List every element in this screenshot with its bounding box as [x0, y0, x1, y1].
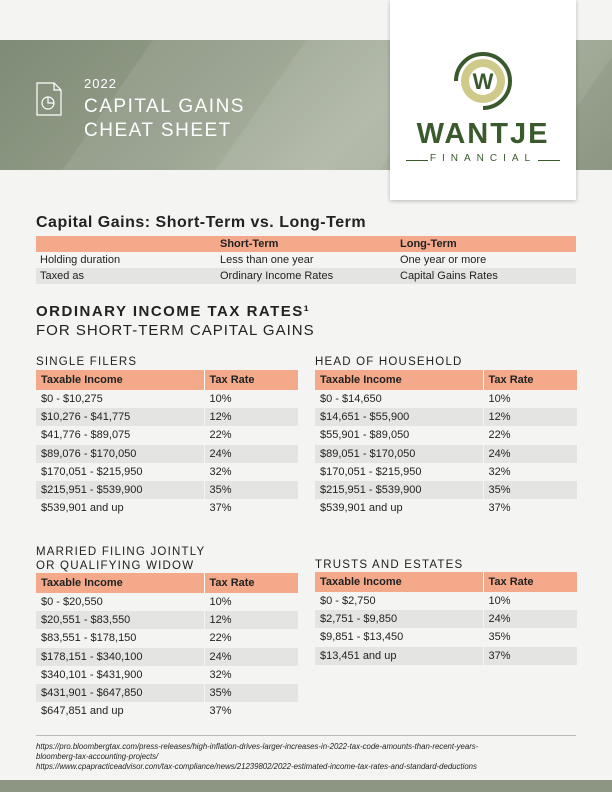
- table-row: [315, 445, 577, 463]
- taxable-income-cell: $539,901 and up: [41, 502, 124, 515]
- column-header: Taxable Income: [36, 370, 204, 390]
- section-title-single: SINGLE FILERS: [36, 356, 138, 368]
- column-header: Taxable Income: [315, 572, 483, 592]
- tax-rate-cell: 24%: [204, 648, 298, 666]
- banner-year: 2022: [84, 76, 117, 91]
- taxable-income-cell: $0 - $14,650: [320, 393, 382, 406]
- taxable-income-cell: $55,901 - $89,050: [320, 429, 410, 442]
- column-header: Long-Term: [396, 236, 576, 252]
- table-row: [36, 593, 298, 611]
- tax-rate-cell: 32%: [204, 666, 298, 684]
- tax-rate-cell: 22%: [204, 629, 298, 647]
- table-cell: Ordinary Income Rates: [216, 268, 396, 284]
- table-row: [315, 463, 577, 481]
- tax-rate-cell: 32%: [204, 463, 298, 481]
- tax-rate-cell: 24%: [483, 610, 577, 628]
- table-row: [36, 648, 298, 666]
- capital-gains-heading: Capital Gains: Short-Term vs. Long-Term: [36, 214, 367, 231]
- capital-gains-table: [36, 236, 576, 284]
- taxable-income-cell: $9,851 - $13,450: [320, 631, 404, 644]
- tax-rate-cell: 37%: [204, 702, 298, 720]
- taxable-income-cell: $89,076 - $170,050: [36, 445, 204, 463]
- column-header: Tax Rate: [483, 572, 577, 592]
- taxable-income-cell: $170,051 - $215,950: [41, 465, 143, 478]
- tax-rate-cell: 37%: [483, 499, 577, 517]
- table-row: [36, 481, 298, 499]
- document-chart-icon: [36, 82, 62, 116]
- logo-emblem-icon: [446, 46, 520, 116]
- tax-rate-cell: 12%: [204, 611, 298, 629]
- table-row: [36, 666, 298, 684]
- table-row: [315, 592, 577, 610]
- tax-rate-cell: 10%: [483, 390, 577, 408]
- taxable-income-cell: $83,551 - $178,150: [41, 632, 137, 645]
- table-cell: Holding duration: [40, 254, 121, 266]
- table-row: [315, 499, 577, 517]
- tax-rate-cell: 12%: [483, 408, 577, 426]
- table-cell: Capital Gains Rates: [396, 268, 576, 284]
- footer-bar: [0, 780, 612, 792]
- tax-rate-cell: 35%: [483, 628, 577, 646]
- table-row: [36, 390, 298, 408]
- taxable-income-cell: $0 - $2,750: [320, 595, 376, 608]
- footnote-link[interactable]: https://www.cpapracticeadvisor.com/tax-compliance/news/21239802/2022-estimated-income-tax-rates-and-standard-deductions: [36, 762, 477, 771]
- taxable-income-cell: $215,951 - $539,900: [315, 481, 483, 499]
- tax-rate-cell: 32%: [483, 463, 577, 481]
- taxable-income-cell: $647,851 and up: [41, 705, 124, 718]
- table-row: [36, 499, 298, 517]
- taxable-income-cell: $13,451 and up: [315, 647, 483, 665]
- column-header: Taxable Income: [315, 370, 483, 390]
- ordinary-income-subheading: FOR SHORT-TERM CAPITAL GAINS: [36, 322, 315, 339]
- tax-rate-cell: 35%: [204, 684, 298, 702]
- tax-rate-cell: 37%: [483, 647, 577, 665]
- table-row: [36, 408, 298, 426]
- taxable-income-cell: $340,101 - $431,900: [41, 668, 143, 681]
- tax-rate-cell: 10%: [483, 592, 577, 610]
- table-header-row: [36, 370, 298, 390]
- table-header-row: [315, 572, 577, 592]
- table-row: [315, 628, 577, 646]
- table-row: [36, 252, 576, 268]
- taxable-income-cell: $14,651 - $55,900: [315, 408, 483, 426]
- column-header: [36, 236, 216, 252]
- logo-card: [390, 0, 576, 200]
- table-row: [315, 390, 577, 408]
- column-header: Tax Rate: [483, 370, 577, 390]
- tax-rate-cell: 10%: [204, 390, 298, 408]
- taxable-income-cell: $41,776 - $89,075: [41, 429, 131, 442]
- column-header: Taxable Income: [36, 573, 204, 593]
- table-row: [315, 647, 577, 665]
- footnote-line: bloomberg-tax-accounting-projects/: [36, 751, 159, 761]
- table-header-row: [36, 236, 576, 252]
- title-line: CAPITAL GAINS: [84, 96, 245, 117]
- table-row: [36, 684, 298, 702]
- trusts-estates-table: [315, 572, 577, 665]
- taxable-income-cell: $178,151 - $340,100: [36, 648, 204, 666]
- taxable-income-cell: $215,951 - $539,900: [36, 481, 204, 499]
- tax-rate-cell: 22%: [483, 426, 577, 444]
- brand-name: WANTJE: [416, 118, 550, 150]
- tax-rate-cell: 37%: [204, 499, 298, 517]
- table-cell: One year or more: [400, 254, 487, 266]
- table-row: [36, 445, 298, 463]
- taxable-income-cell: $170,051 - $215,950: [320, 465, 422, 478]
- taxable-income-cell: $0 - $10,275: [41, 393, 103, 406]
- taxable-income-cell: $89,051 - $170,050: [315, 445, 483, 463]
- logo-letter: W: [472, 69, 494, 94]
- footnote-link[interactable]: [36, 742, 581, 761]
- ordinary-income-heading: ORDINARY INCOME TAX RATES¹: [36, 303, 311, 320]
- tax-rate-cell: 22%: [204, 426, 298, 444]
- taxable-income-cell: $10,276 - $41,775: [36, 408, 204, 426]
- column-header: Tax Rate: [204, 573, 298, 593]
- tax-rate-cell: 10%: [204, 593, 298, 611]
- tax-rate-cell: 24%: [204, 445, 298, 463]
- tax-rate-cell: 35%: [483, 481, 577, 499]
- brand-subtitle: FINANCIAL: [429, 153, 537, 164]
- table-header-row: [36, 573, 298, 593]
- table-row: [315, 408, 577, 426]
- page-title: [84, 95, 245, 143]
- table-row: [315, 610, 577, 628]
- table-row: [315, 481, 577, 499]
- section-title-line: MARRIED FILING JOINTLY: [36, 546, 206, 558]
- table-row: [36, 463, 298, 481]
- footnote-divider: [36, 735, 576, 736]
- married-filing-jointly-table: [36, 573, 298, 720]
- taxable-income-cell: $539,901 and up: [320, 502, 403, 515]
- column-header: Short-Term: [216, 236, 396, 252]
- title-line: CHEAT SHEET: [84, 120, 232, 141]
- section-title-married: [36, 545, 205, 573]
- section-title-line: OR QUALIFYING WIDOW: [36, 560, 195, 572]
- tax-rate-cell: 35%: [204, 481, 298, 499]
- table-row: [36, 426, 298, 444]
- column-header: Tax Rate: [204, 370, 298, 390]
- single-filers-table: [36, 370, 298, 517]
- tax-rate-cell: 12%: [204, 408, 298, 426]
- taxable-income-cell: $20,551 - $83,550: [36, 611, 204, 629]
- table-cell: Less than one year: [220, 254, 314, 266]
- table-row: [36, 629, 298, 647]
- table-row: [36, 702, 298, 720]
- tax-rate-cell: 24%: [483, 445, 577, 463]
- section-title-trusts: TRUSTS AND ESTATES: [315, 559, 464, 571]
- table-header-row: [315, 370, 577, 390]
- taxable-income-cell: $0 - $20,550: [41, 596, 103, 609]
- table-row: [36, 611, 298, 629]
- section-title-hoh: HEAD OF HOUSEHOLD: [315, 356, 463, 368]
- head-of-household-table: [315, 370, 577, 517]
- table-row: [36, 268, 576, 284]
- table-cell: Taxed as: [36, 268, 216, 284]
- taxable-income-cell: $2,751 - $9,850: [315, 610, 483, 628]
- footnote-line: https://pro.bloombergtax.com/press-releases/high-inflation-drives-larger-increases-in-2022-tax-code-amounts-than-recent-years-: [36, 742, 479, 751]
- table-row: [315, 426, 577, 444]
- taxable-income-cell: $431,901 - $647,850: [36, 684, 204, 702]
